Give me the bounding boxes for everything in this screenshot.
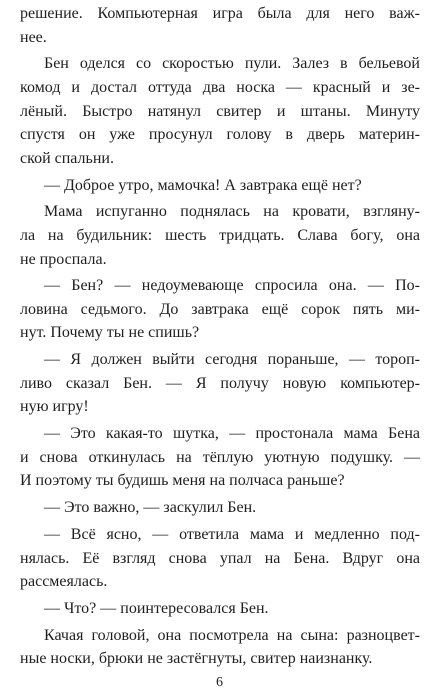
text-line: — Бен? — недоумевающе спросила она. — По-	[44, 277, 420, 295]
text-line: — Я должен выйти сегодня пораньше, — тороп-	[44, 351, 420, 369]
text-line: комод и достал оттуда два носка — красный и зе-	[20, 78, 420, 96]
paragraph	[20, 174, 420, 198]
text-line: — Всё ясно, — ответила мама и медленно под-	[44, 525, 420, 543]
text-line: ную игру!	[20, 398, 89, 416]
paragraph	[20, 52, 420, 170]
text-line: Бен оделся со скоростью пули. Залез в бельевой	[44, 55, 420, 73]
paragraph	[20, 274, 420, 345]
page-number: 6	[216, 675, 223, 690]
paragraph	[20, 348, 420, 419]
paragraph	[20, 422, 420, 493]
text-line: ные носки, брюки не застёгнуты, свитер наизнанку.	[20, 650, 373, 668]
text-line: — Что? — поинтересовался Бен.	[44, 599, 269, 617]
text-line: ловина седьмого. До завтрака ещё сорок пять ми-	[20, 300, 420, 318]
paragraph	[20, 200, 420, 271]
paragraph	[20, 597, 420, 621]
text-line: нялась. Её взгляд снова упал на Бена. Вдруг она	[20, 549, 420, 567]
text-line: и снова откинулась на тёплую уютную подушку. —	[20, 448, 420, 466]
text-line: — Доброе утро, мамочка! А завтрака ещё нет?	[44, 176, 362, 194]
text-line: не проспала.	[20, 250, 107, 268]
text-line: решение. Компьютерная игра была для него важ-	[20, 5, 420, 22]
text-line: Качая головой, она посмотрела на сына: разноцвет-	[44, 626, 420, 644]
text-line: Мама испуганно поднялась на кровати, взгляну-	[44, 203, 420, 221]
text-line: нее.	[20, 28, 47, 46]
text-line: рассмеялась.	[20, 573, 108, 591]
text-line: спустя он уже просунул голову в дверь материн-	[20, 126, 420, 144]
text-line: — Это важно, — заскулил Бен.	[44, 499, 257, 517]
paragraph	[20, 624, 420, 671]
paragraph	[20, 523, 420, 594]
paragraph	[20, 496, 420, 520]
text-line: И поэтому ты будишь меня на полчаса раньше?	[20, 472, 345, 490]
text-line: ла на будильник: шесть тридцать. Слава богу, она	[20, 226, 420, 244]
text-line: — Это какая-то шутка, — простонала мама Бена	[44, 425, 420, 443]
text-line: ливо сказал Бен. — Я получу новую компьютер-	[20, 374, 420, 392]
text-line: лёный. Быстро натянул свитер и штаны. Минуту	[20, 102, 420, 120]
paragraph	[20, 2, 420, 49]
text-line: ской спальни.	[20, 149, 114, 167]
text-line: нут. Почему ты не спишь?	[20, 324, 200, 342]
body-text	[20, 2, 420, 671]
